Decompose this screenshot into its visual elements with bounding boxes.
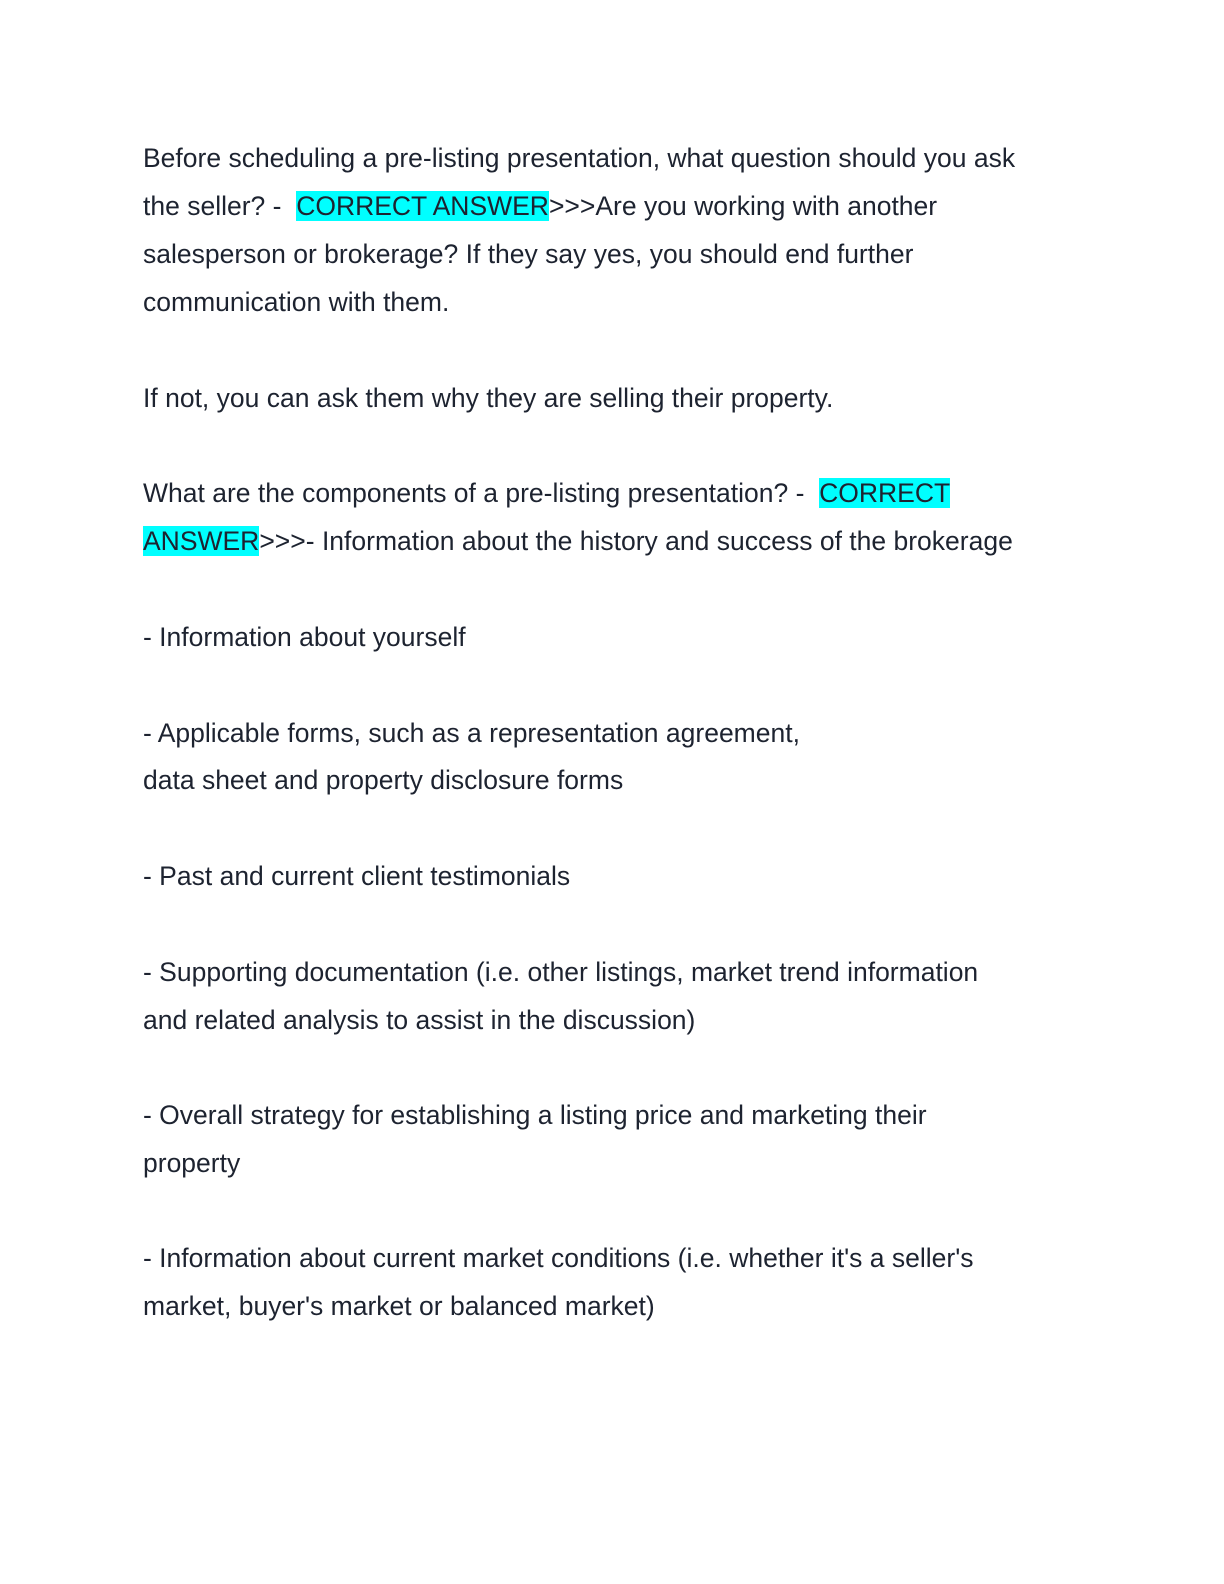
q1-line-2: the seller? - CORRECT ANSWER>>>Are you working with another <box>143 191 938 221</box>
bullet-market-conditions-1: - Information about current market conditions (i.e. whether it's a seller's <box>143 1243 974 1273</box>
bullet-applicable-forms-2: data sheet and property disclosure forms <box>143 765 624 795</box>
correct-answer-highlight: ANSWER <box>143 526 260 556</box>
bullet-supporting-docs-2: and related analysis to assist in the discussion) <box>143 1005 696 1035</box>
bullet-applicable-forms-1: - Applicable forms, such as a representation agreement, <box>143 718 800 748</box>
bullet-information-yourself: - Information about yourself <box>143 622 466 652</box>
bullet-overall-strategy-1: - Overall strategy for establishing a listing price and marketing their <box>143 1100 927 1130</box>
bullet-market-conditions-2: market, buyer's market or balanced market) <box>143 1291 655 1321</box>
correct-answer-highlight: CORRECT <box>819 478 951 508</box>
correct-answer-highlight: CORRECT ANSWER <box>296 191 549 221</box>
bullet-testimonials: - Past and current client testimonials <box>143 861 571 891</box>
q1-followup: If not, you can ask them why they are selling their property. <box>143 383 834 413</box>
q1-line-4: communication with them. <box>143 287 450 317</box>
q1-line-1: Before scheduling a pre-listing presentation, what question should you ask <box>143 143 1016 173</box>
q2-line-2: ANSWER>>>- Information about the history and success of the brokerage <box>143 526 1013 556</box>
q1-line-3: salesperson or brokerage? If they say yes, you should end further <box>143 239 914 269</box>
q2-line-1: What are the components of a pre-listing presentation? - CORRECT <box>143 478 951 508</box>
bullet-supporting-docs-1: - Supporting documentation (i.e. other listings, market trend information <box>143 957 979 987</box>
bullet-overall-strategy-2: property <box>143 1148 241 1178</box>
